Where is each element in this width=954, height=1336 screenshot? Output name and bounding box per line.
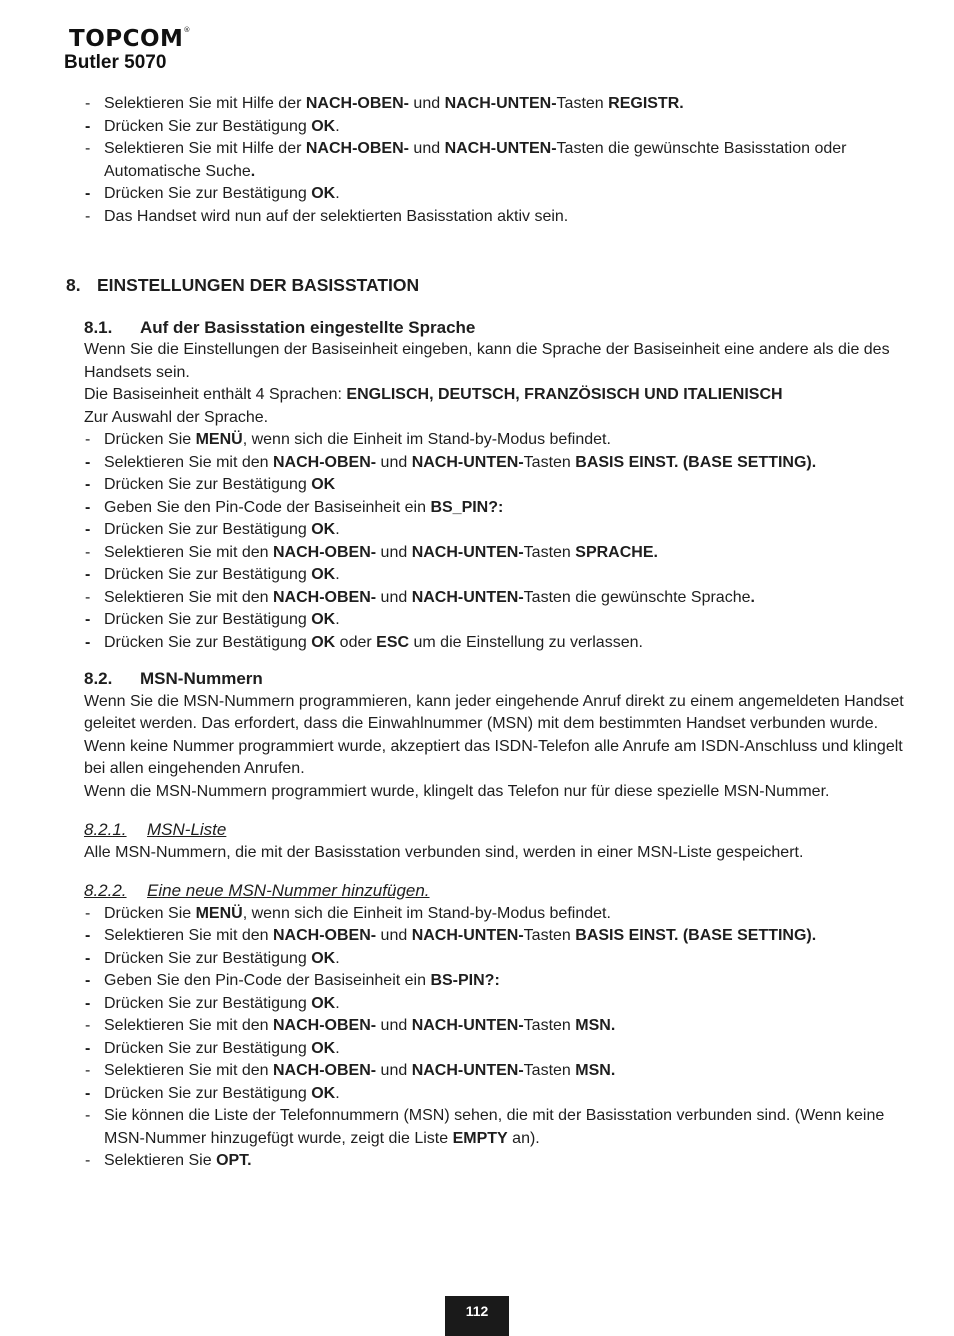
bullet-dash: -: [85, 972, 91, 989]
list-item-text: Drücken Sie zur Bestätigung OK.: [104, 611, 340, 628]
list-item-text: Geben Sie den Pin-Code der Basiseinheit ein BS-PIN?:: [104, 972, 500, 989]
paragraph: Die Basiseinheit enthält 4 Sprachen: ENGLISCH, DEUTSCH, FRANZÖSISCH UND ITALIENISCH: [84, 386, 783, 403]
list-item: [84, 206, 904, 229]
list-item: [84, 452, 904, 475]
bullet-dash: -: [85, 633, 91, 651]
list-item: [84, 93, 904, 116]
list-item-text: Drücken Sie zur Bestätigung OK.: [104, 185, 340, 202]
list-item-text: Selektieren Sie mit Hilfe der NACH-OBEN- und NACH-UNTEN-Tasten die gewünschte Basisstation oder Automatische Suche.: [104, 140, 847, 180]
list-item: [84, 429, 904, 452]
list-item-text: Selektieren Sie mit Hilfe der NACH-OBEN- und NACH-UNTEN-Tasten REGISTR.: [104, 95, 684, 112]
bullet-dash: -: [85, 994, 91, 1012]
section-heading: 8. EINSTELLUNGEN DER BASISSTATION: [66, 275, 420, 295]
list-item: [84, 138, 904, 183]
bullet-dash: -: [85, 611, 91, 628]
subsubsection-heading: 8.2.2. Eine neue MSN-Nummer hinzufügen.: [84, 881, 430, 900]
bullet-dash: -: [85, 588, 91, 606]
paragraph: Zur Auswahl der Sprache.: [84, 408, 269, 426]
list-item: [84, 903, 904, 926]
bullet-dash: -: [85, 207, 91, 225]
bullet-dash: -: [85, 185, 91, 202]
list-item-text: Drücken Sie zur Bestätigung OK.: [104, 1039, 340, 1057]
list-item-text: Drücken Sie MENÜ, wenn sich die Einheit im Stand-by-Modus befindet.: [104, 904, 611, 922]
list-item-text: Drücken Sie zur Bestätigung OK.: [104, 994, 340, 1012]
bullet-dash: -: [85, 1152, 91, 1169]
bullet-dash: -: [85, 927, 91, 944]
list-item-text: Drücken Sie zur Bestätigung OK.: [104, 521, 340, 538]
subsection-heading: 8.1. Auf der Basisstation eingestellte Sprache: [84, 317, 476, 337]
language-instruction-list: [84, 429, 904, 654]
paragraph: Wenn die MSN-Nummern programmiert wurde, klingelt das Telefon nur für diese spezielle MSN-Nummer.: [84, 782, 830, 800]
list-item: [84, 497, 904, 520]
list-item-text: Selektieren Sie OPT.: [104, 1152, 252, 1169]
list-item: [84, 1015, 904, 1038]
list-item: [84, 632, 904, 655]
bullet-dash: -: [85, 521, 91, 538]
bullet-dash: -: [85, 566, 91, 583]
list-item-text: Selektieren Sie mit den NACH-OBEN- und NACH-UNTEN-Tasten die gewünschte Sprache.: [104, 588, 755, 606]
list-item-text: Das Handset wird nun auf der selektierten Basisstation aktiv sein.: [104, 207, 569, 225]
list-item: [84, 1150, 904, 1173]
bullet-dash: -: [85, 1084, 91, 1102]
subsubsection-heading: 8.2.1. MSN-Liste: [84, 820, 227, 839]
list-item-text: Selektieren Sie mit den NACH-OBEN- und NACH-UNTEN-Tasten MSN.: [104, 1017, 616, 1034]
model-name: Butler 5070: [64, 52, 167, 73]
top-instruction-list: [84, 93, 904, 228]
bullet-dash: -: [85, 498, 91, 516]
page-number: 112: [445, 1296, 509, 1336]
list-item-text: Drücken Sie zur Bestätigung OK.: [104, 566, 340, 583]
list-item: [84, 116, 904, 139]
list-item-text: Drücken Sie zur Bestätigung OK.: [104, 949, 340, 967]
list-item: [84, 542, 904, 565]
bullet-dash: -: [85, 1062, 91, 1079]
bullet-dash: -: [85, 1107, 91, 1124]
list-item: [84, 1083, 904, 1106]
list-item-text: Drücken Sie zur Bestätigung OK: [104, 476, 336, 493]
list-item-text: Sie können die Liste der Telefonnummern (MSN) sehen, die mit der Basisstation verbunden sind. (Wenn keine MSN-Nummer hinzugefügt wurde, zeigt die Liste EMPTY an).: [104, 1107, 885, 1147]
list-item-text: Drücken Sie zur Bestätigung OK.: [104, 1084, 340, 1102]
list-item-text: Drücken Sie MENÜ, wenn sich die Einheit im Stand-by-Modus befindet.: [104, 431, 611, 448]
list-item-text: Selektieren Sie mit den NACH-OBEN- und NACH-UNTEN-Tasten BASIS EINST. (BASE SETTING).: [104, 927, 817, 944]
list-item-text: Drücken Sie zur Bestätigung OK.: [104, 117, 340, 135]
paragraph: Alle MSN-Nummern, die mit der Basisstation verbunden sind, werden in einer MSN-Liste gespeichert.: [84, 843, 804, 861]
list-item: [84, 183, 904, 206]
list-item: [84, 925, 904, 948]
bullet-dash: -: [85, 453, 91, 471]
bullet-dash: -: [85, 1017, 91, 1034]
bullet-dash: -: [85, 1039, 91, 1057]
bullet-dash: -: [85, 431, 91, 448]
list-item: [84, 587, 904, 610]
list-item: [84, 564, 904, 587]
bullet-dash: -: [85, 904, 91, 922]
bullet-dash: -: [85, 949, 91, 967]
brand-logo: TOPCOM®: [69, 26, 191, 52]
paragraph: Wenn Sie die Einstellungen der Basiseinheit eingeben, kann die Sprache der Basiseinheit eine andere als die des Handsets sein.: [84, 341, 890, 381]
list-item: [84, 519, 904, 542]
paragraph: Wenn Sie die MSN-Nummern programmieren, kann jeder eingehende Anruf direkt zu einem angemeldeten Handset geleitet werden. Das erfordert, dass die Einwahlnummer (MSN) mit dem bestimmten Handset verbunden wurde.: [84, 692, 904, 732]
subsection-intro: [84, 339, 904, 429]
list-item: [84, 970, 904, 993]
list-item: [84, 948, 904, 971]
list-item-text: Selektieren Sie mit den NACH-OBEN- und NACH-UNTEN-Tasten MSN.: [104, 1062, 616, 1079]
bullet-dash: -: [85, 543, 91, 561]
subsection-heading: 8.2. MSN-Nummern: [84, 669, 263, 688]
list-item: [84, 1038, 904, 1061]
list-item: [84, 609, 904, 632]
document-body: [66, 93, 904, 1173]
msn-paragraphs: [84, 691, 904, 804]
list-item-text: Drücken Sie zur Bestätigung OK oder ESC um die Einstellung zu verlassen.: [104, 633, 643, 651]
bullet-dash: -: [85, 140, 91, 157]
list-item: [84, 474, 904, 497]
paragraph: Wenn keine Nummer programmiert wurde, akzeptiert das ISDN-Telefon alle Anrufe am ISDN-Anschluss und klingelt bei allen eingehenden Anrufen.: [84, 737, 903, 777]
list-item-text: Selektieren Sie mit den NACH-OBEN- und NACH-UNTEN-Tasten BASIS EINST. (BASE SETTING).: [104, 453, 817, 471]
list-item: [84, 1060, 904, 1083]
bullet-dash: -: [85, 95, 91, 112]
bullet-dash: -: [85, 476, 91, 493]
list-item-text: Selektieren Sie mit den NACH-OBEN- und NACH-UNTEN-Tasten SPRACHE.: [104, 543, 658, 561]
bullet-dash: -: [85, 117, 91, 135]
list-item-text: Geben Sie den Pin-Code der Basiseinheit ein BS_PIN?:: [104, 498, 504, 516]
msn-add-instruction-list: [84, 903, 904, 1173]
list-item: [84, 993, 904, 1016]
list-item: [84, 1105, 904, 1150]
